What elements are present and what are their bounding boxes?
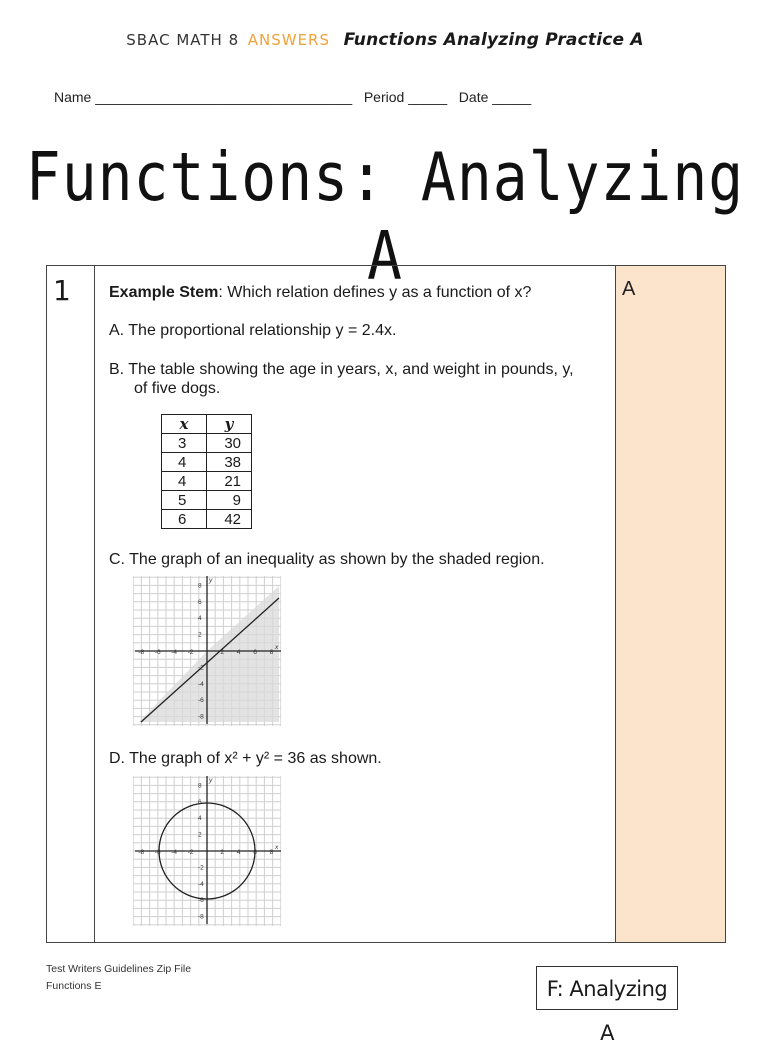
footer-badge: F: Analyzing A: [536, 966, 678, 1010]
table-row: [162, 434, 252, 453]
x-tick-label: -2: [187, 649, 194, 656]
table-cell: 9: [207, 491, 252, 510]
y-tick-label: -4: [198, 880, 204, 888]
x-tick-label: -6: [154, 649, 161, 656]
course-name: SBAC MATH 8: [126, 31, 240, 49]
table-cell: 21: [207, 472, 252, 491]
x-tick-label: 8: [269, 849, 274, 856]
option-b-line2: of five dogs.: [134, 380, 221, 397]
y-axis-label: y: [209, 777, 213, 784]
option-c: C. The graph of an inequality as shown by the shaded region.: [109, 551, 545, 568]
x-tick-label: -4: [171, 849, 177, 856]
x-tick-label: 2: [220, 849, 225, 856]
x-tick-label: -2: [187, 849, 194, 856]
answers-label: ANSWERS: [247, 31, 330, 49]
footer: [46, 961, 191, 995]
x-tick-label: 6: [253, 649, 257, 656]
stem-label: Example Stem: [109, 284, 219, 301]
y-tick-label: 4: [198, 815, 202, 823]
y-tick-label: 2: [198, 631, 202, 639]
question-number-cell: [47, 266, 95, 942]
answer-cell: [615, 266, 725, 942]
stem-text: : Which relation defines y as a function of x?: [218, 284, 532, 301]
x-axis-label: x: [275, 844, 279, 851]
option-a: A. The proportional relationship y = 2.4x.: [109, 322, 397, 339]
y-tick-label: 6: [198, 598, 202, 606]
y-tick-label: 2: [198, 831, 202, 839]
x-tick-label: 4: [236, 649, 241, 656]
table-cell: 30: [207, 434, 252, 453]
y-tick-label: 4: [198, 615, 202, 623]
y-tick-label: -8: [198, 713, 204, 721]
answer-letter: A: [622, 278, 636, 300]
x-axis-label: x: [275, 644, 279, 651]
option-d: D. The graph of x² + y² = 36 as shown.: [109, 750, 382, 767]
y-tick-label: 8: [198, 582, 202, 590]
table-header-y: y: [207, 415, 252, 434]
x-tick-label: -8: [138, 649, 145, 656]
y-tick-label: -2: [198, 664, 204, 672]
header-title: Functions Analyzing Practice A: [343, 30, 644, 50]
page-header: [0, 30, 770, 50]
x-tick-label: 2: [220, 649, 225, 656]
x-tick-label: 6: [253, 849, 257, 856]
option-b-line1: B. The table showing the age in years, x, and weight in pounds, y,: [109, 361, 574, 378]
y-tick-label: -2: [198, 864, 204, 872]
name-period-date-line: Name _________________________________ Period _____ Date _____: [54, 89, 532, 105]
x-tick-label: -6: [154, 849, 161, 856]
question-stem: [109, 284, 531, 302]
question-table: [46, 265, 726, 943]
x-tick-label: 4: [236, 849, 241, 856]
y-axis-label: y: [209, 577, 213, 584]
table-cell: 42: [207, 510, 252, 529]
table-cell: 38: [207, 453, 252, 472]
table-cell: 4: [162, 453, 207, 472]
y-tick-label: 6: [198, 798, 202, 806]
table-row: [162, 472, 252, 491]
y-tick-label: 8: [198, 782, 202, 790]
table-cell: 4: [162, 472, 207, 491]
table-row: [162, 453, 252, 472]
x-tick-label: -8: [138, 849, 145, 856]
y-tick-label: -8: [198, 913, 204, 921]
y-tick-label: -4: [198, 680, 204, 688]
footer-line1: Test Writers Guidelines Zip File: [46, 963, 192, 975]
circle-graph: [133, 776, 281, 926]
y-tick-label: -6: [198, 697, 204, 705]
dog-age-weight-table: [161, 414, 252, 529]
x-tick-label: 8: [269, 649, 274, 656]
table-row: [162, 510, 252, 529]
inequality-graph: [133, 576, 281, 726]
y-tick-label: -6: [198, 897, 204, 905]
table-cell: 3: [162, 434, 207, 453]
table-cell: 5: [162, 491, 207, 510]
question-number: 1: [53, 274, 71, 307]
table-header-x: x: [162, 415, 207, 434]
table-cell: 6: [162, 510, 207, 529]
page-title: Functions: Analyzing A: [25, 138, 745, 295]
x-tick-label: -4: [171, 649, 177, 656]
footer-line2: Functions E: [46, 980, 102, 992]
table-row: [162, 491, 252, 510]
